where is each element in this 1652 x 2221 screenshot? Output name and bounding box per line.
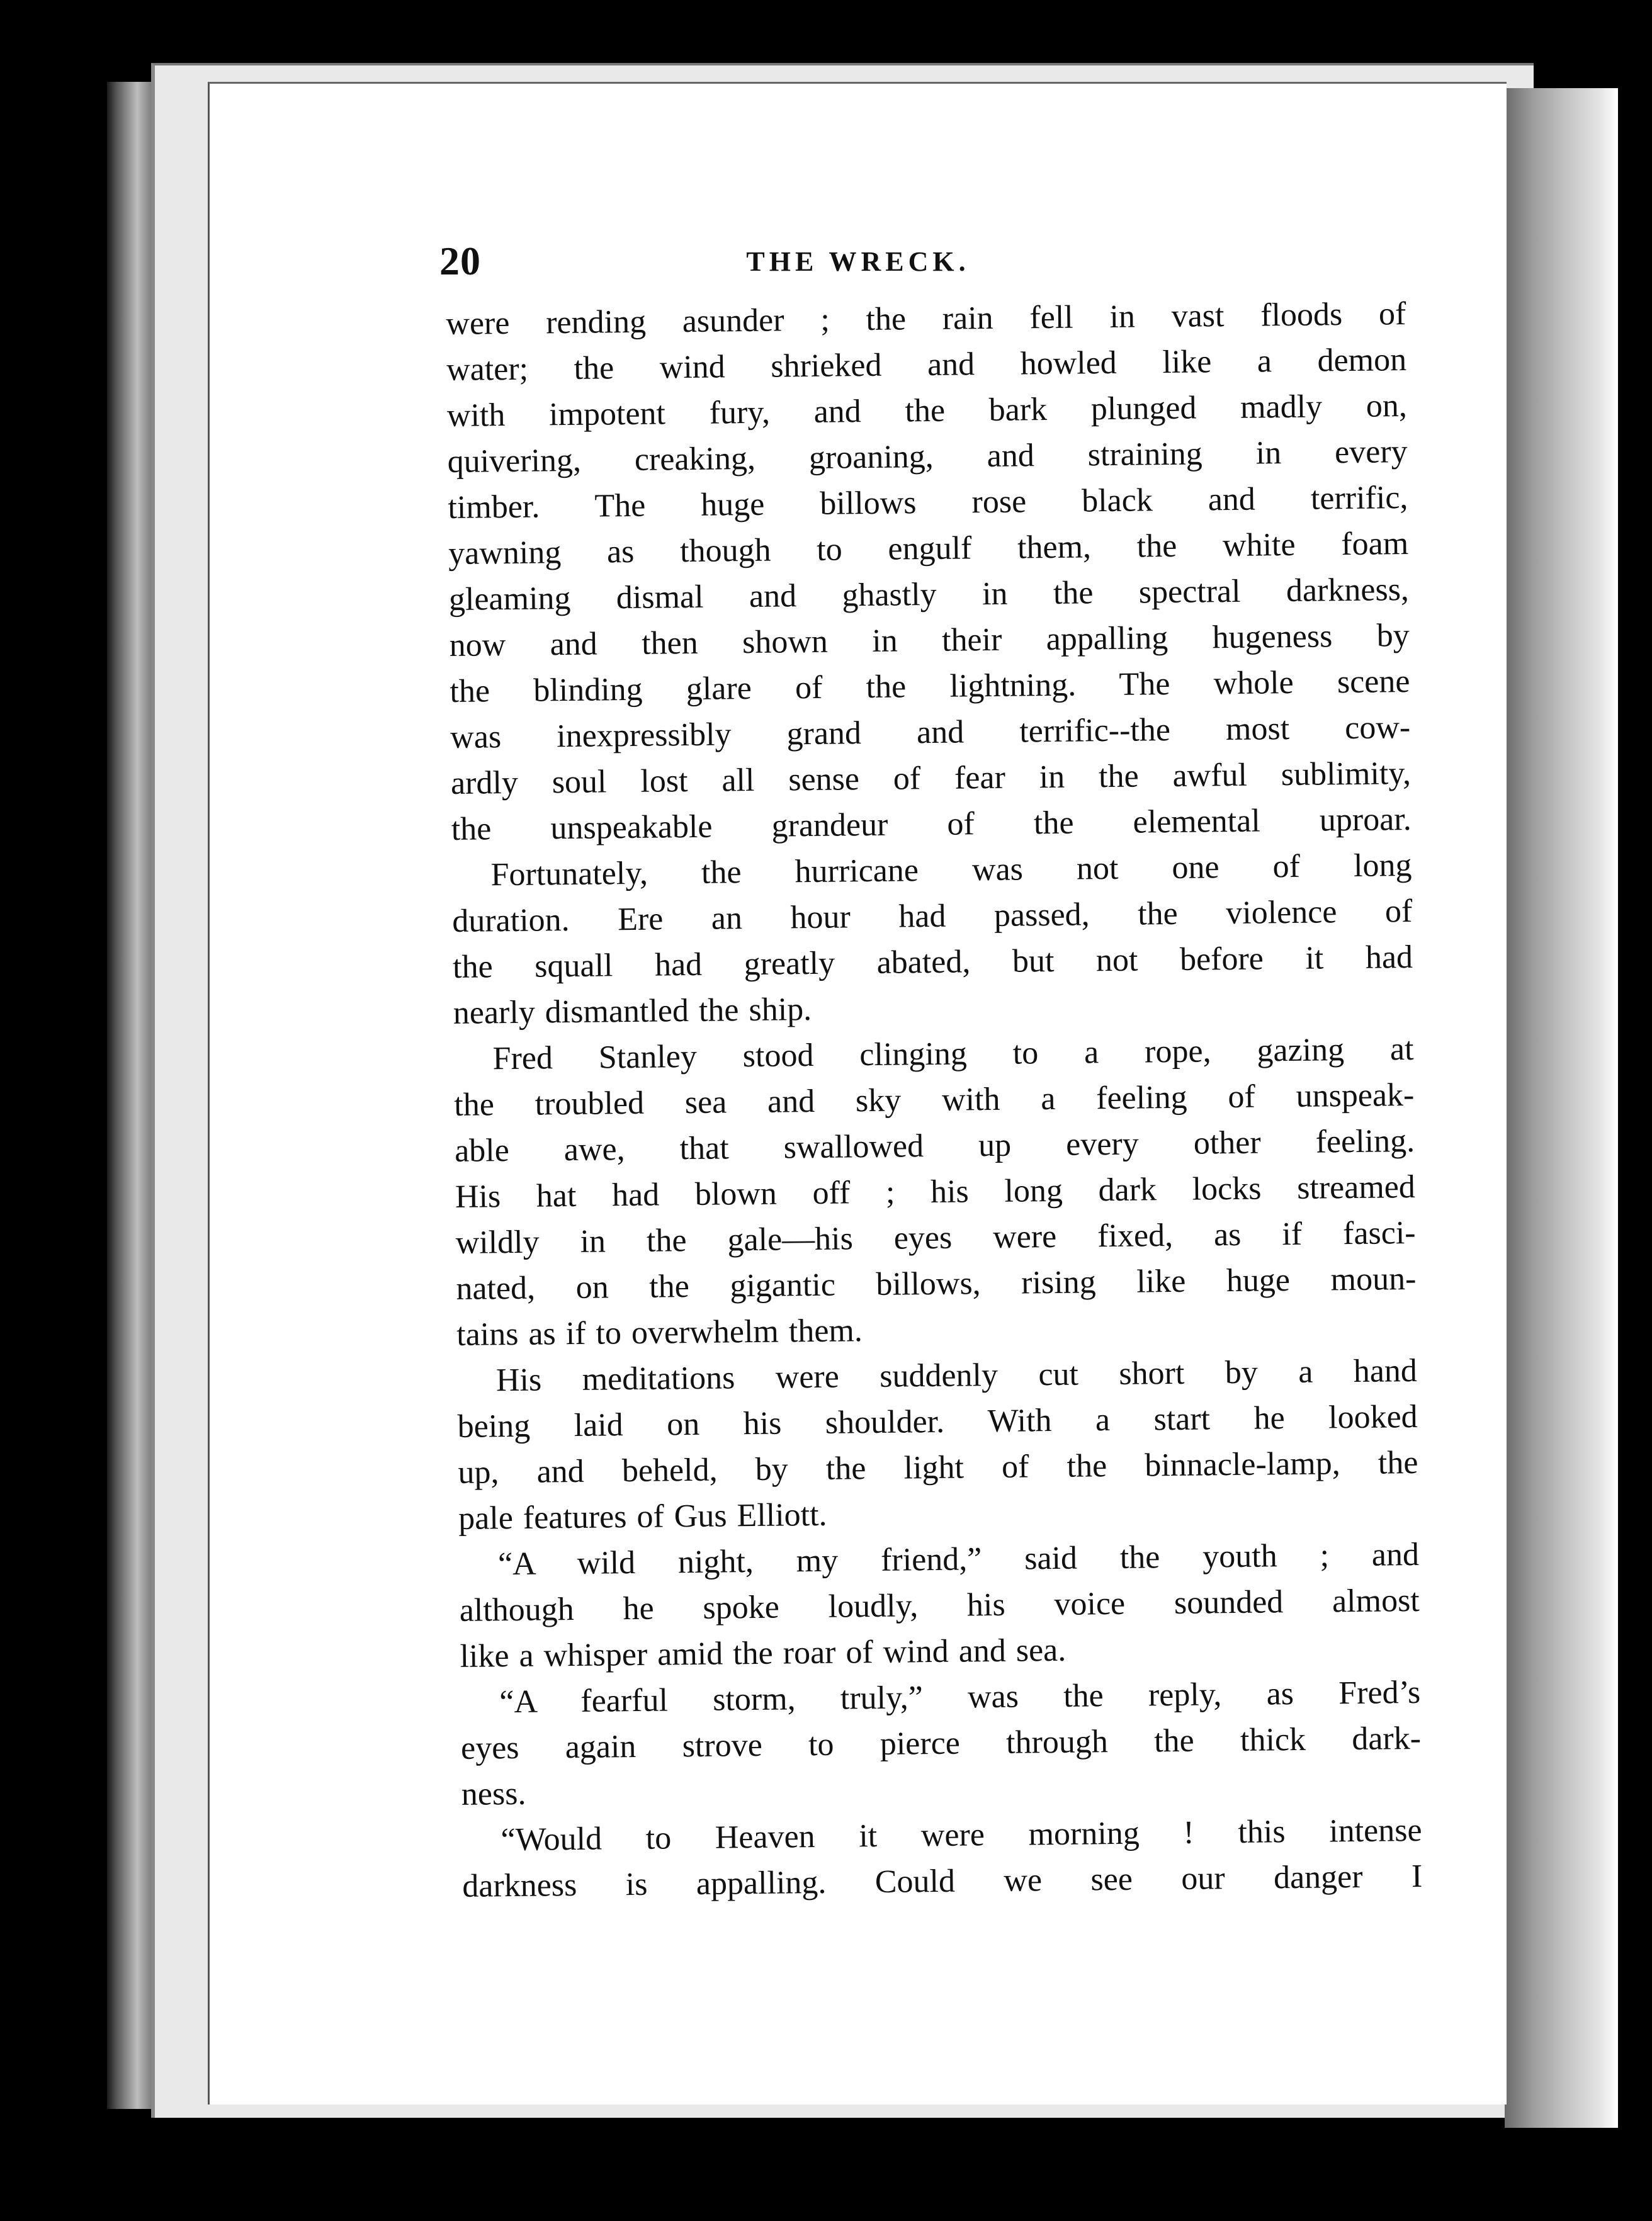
text-line: ardly soul lost all sense of fear in the awful sublimity,	[450, 755, 1412, 801]
running-title: THE WRECK.	[746, 246, 970, 277]
text-line: like a whisper amid the roar of wind and sea.	[460, 1632, 1066, 1675]
text-line: His hat had blown off ; his long dark locks streamed	[455, 1168, 1416, 1215]
text-line: Fortunately, the hurricane was not one of long	[490, 847, 1412, 893]
text-line: nearly dismantled the ship.	[453, 991, 812, 1031]
text-line: wildly in the gale—his eyes were fixed, as if fasci-	[455, 1214, 1416, 1261]
text-line: was inexpressibly grand and terrific--the most cow-	[450, 709, 1411, 755]
text-line: were rending asunder ; the rain fell in vast floods of	[446, 296, 1406, 342]
text-line: Fred Stanley stood clinging to a rope, gazing at	[492, 1031, 1414, 1077]
text-line: the squall had greatly abated, but not before it had	[452, 939, 1413, 985]
text-line: able awe, that swallowed up every other feeling.	[454, 1122, 1415, 1169]
text-line: gleaming dismal and ghastly in the spectral darkness,	[448, 572, 1410, 618]
text-line: up, and beheld, by the light of the binnacle-lamp, the	[458, 1444, 1418, 1491]
book-page	[208, 82, 1507, 2105]
text-line: now and then shown in their appalling hugeness by	[449, 618, 1410, 664]
text-line: nated, on the gigantic billows, rising like huge moun-	[456, 1260, 1417, 1307]
text-line: ness.	[461, 1775, 526, 1812]
text-line: the troubled sea and sky with a feeling of unspeak-	[454, 1077, 1415, 1123]
text-line: “A wild night, my friend,” said the youth ; and	[497, 1536, 1420, 1583]
text-line: the blinding glare of the lightning. The whole scene	[450, 663, 1410, 709]
text-line: His meditations were suddenly cut short by a hand	[495, 1352, 1418, 1399]
page-number: 20	[439, 239, 481, 283]
body-text	[446, 291, 1423, 1909]
text-line: quivering, creaking, groaning, and straining in every	[447, 434, 1408, 480]
text-line: water; the wind shrieked and howled like a demon	[446, 342, 1407, 388]
text-line: tains as if to overwhelm them.	[456, 1313, 863, 1353]
text-line: the unspeakable grandeur of the elemental uproar.	[451, 801, 1412, 847]
text-line: although he spoke loudly, his voice sounded almost	[459, 1582, 1420, 1629]
text-line: “Would to Heaven it were morning ! this intense	[501, 1812, 1422, 1858]
text-line: eyes again strove to pierce through the thick dark-	[460, 1720, 1422, 1766]
text-line: timber. The huge billows rose black and terrific,	[448, 480, 1408, 526]
book-edge-right	[1505, 88, 1618, 2128]
text-line: yawning as though to engulf them, the white foam	[448, 526, 1409, 572]
text-line: duration. Ere an hour had passed, the violence of	[452, 893, 1413, 939]
text-line: darkness is appalling. Could we see our danger I	[462, 1858, 1423, 1904]
text-line: being laid on his shoulder. With a start he looked	[457, 1398, 1418, 1445]
text-line: with impotent fury, and the bark plunged madly on,	[446, 388, 1408, 434]
text-line: “A fearful storm, truly,” was the reply, as Fred’s	[499, 1674, 1421, 1721]
text-line: pale features of Gus Elliott.	[458, 1496, 827, 1537]
